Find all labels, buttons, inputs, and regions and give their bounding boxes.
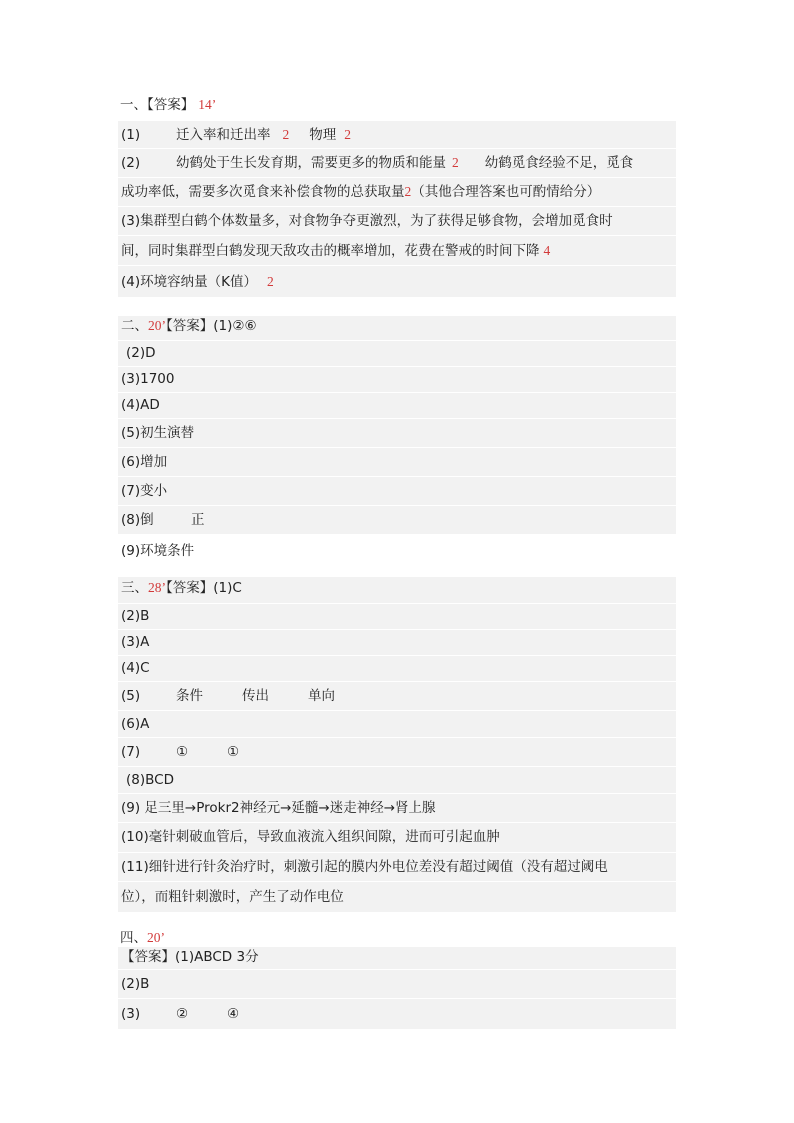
section-2-answers xyxy=(118,316,676,563)
answer-row: (2)D xyxy=(118,341,676,367)
section-2-score: 20’ xyxy=(148,318,166,333)
section-1-heading: 一、【答案】 14’ xyxy=(120,97,217,113)
answer-row: (11)细针进行针灸治疗时，刺激引起的膜内外电位差没有超过阈值（没有超过阈电 xyxy=(118,853,676,882)
answer-row: (5) 条件 传出 单向 xyxy=(118,682,676,711)
answer-row: (3)1700 xyxy=(118,367,676,393)
answer-row: (8)BCD xyxy=(118,767,676,794)
answer-row: (10)毫针刺破血管后，导致血液流入组织间隙，进而可引起血肿 xyxy=(118,823,676,853)
section-3-score: 28’ xyxy=(148,580,166,595)
section-2-heading: 二、20’【答案】(1)②⑥ xyxy=(118,316,676,341)
answer-row: (4)AD xyxy=(118,393,676,419)
answer-row: (2)B xyxy=(118,970,676,999)
answer-row: 【答案】(1)ABCD 3分 xyxy=(118,947,676,970)
answer-row: (8)倒 正 xyxy=(118,506,676,535)
answer-row: (2) 幼鹤处于生长发育期，需要更多的物质和能量 2 幼鹤觅食经验不足，觅食 xyxy=(118,149,676,178)
answer-row: 成功率低，需要多次觅食来补偿食物的总获取量2（其他合理答案也可酌情给分） xyxy=(118,178,676,207)
answer-row: (6)增加 xyxy=(118,448,676,477)
answer-row: (7)变小 xyxy=(118,477,676,506)
section-3-heading: 三、28’【答案】(1)C xyxy=(118,577,676,604)
section-4-heading: 四、20’ xyxy=(120,930,165,946)
section-4-score: 20’ xyxy=(147,930,165,945)
section-1-score: 14’ xyxy=(198,97,217,112)
answer-row: (5)初生演替 xyxy=(118,419,676,448)
answer-row: (3) ② ④ xyxy=(118,999,676,1030)
answer-row: 间，同时集群型白鹤发现天敌攻击的概率增加，花费在警戒的时间下降 4 xyxy=(118,236,676,266)
answer-row: (6)A xyxy=(118,711,676,738)
answer-row: 位），而粗针刺激时，产生了动作电位 xyxy=(118,882,676,913)
answer-row: (9)环境条件 xyxy=(121,543,195,559)
answer-row: (4)C xyxy=(118,656,676,682)
section-3-answers xyxy=(118,577,676,913)
answer-row: (1) 迁入率和迁出率 2 物理 2 xyxy=(118,121,676,149)
answer-row: (7) ① ① xyxy=(118,738,676,767)
section-1-answers xyxy=(118,121,676,298)
answer-row: (4)环境容纳量（K值） 2 xyxy=(118,266,676,298)
answer-row: (2)B xyxy=(118,604,676,630)
answer-row: (9) 足三里→Prokr2神经元→延髓→迷走神经→肾上腺 xyxy=(118,794,676,823)
answer-row: (3)集群型白鹤个体数量多，对食物争夺更激烈，为了获得足够食物，会增加觅食时 xyxy=(118,207,676,236)
section-4-answers xyxy=(118,947,676,1030)
answer-row: (3)A xyxy=(118,630,676,656)
